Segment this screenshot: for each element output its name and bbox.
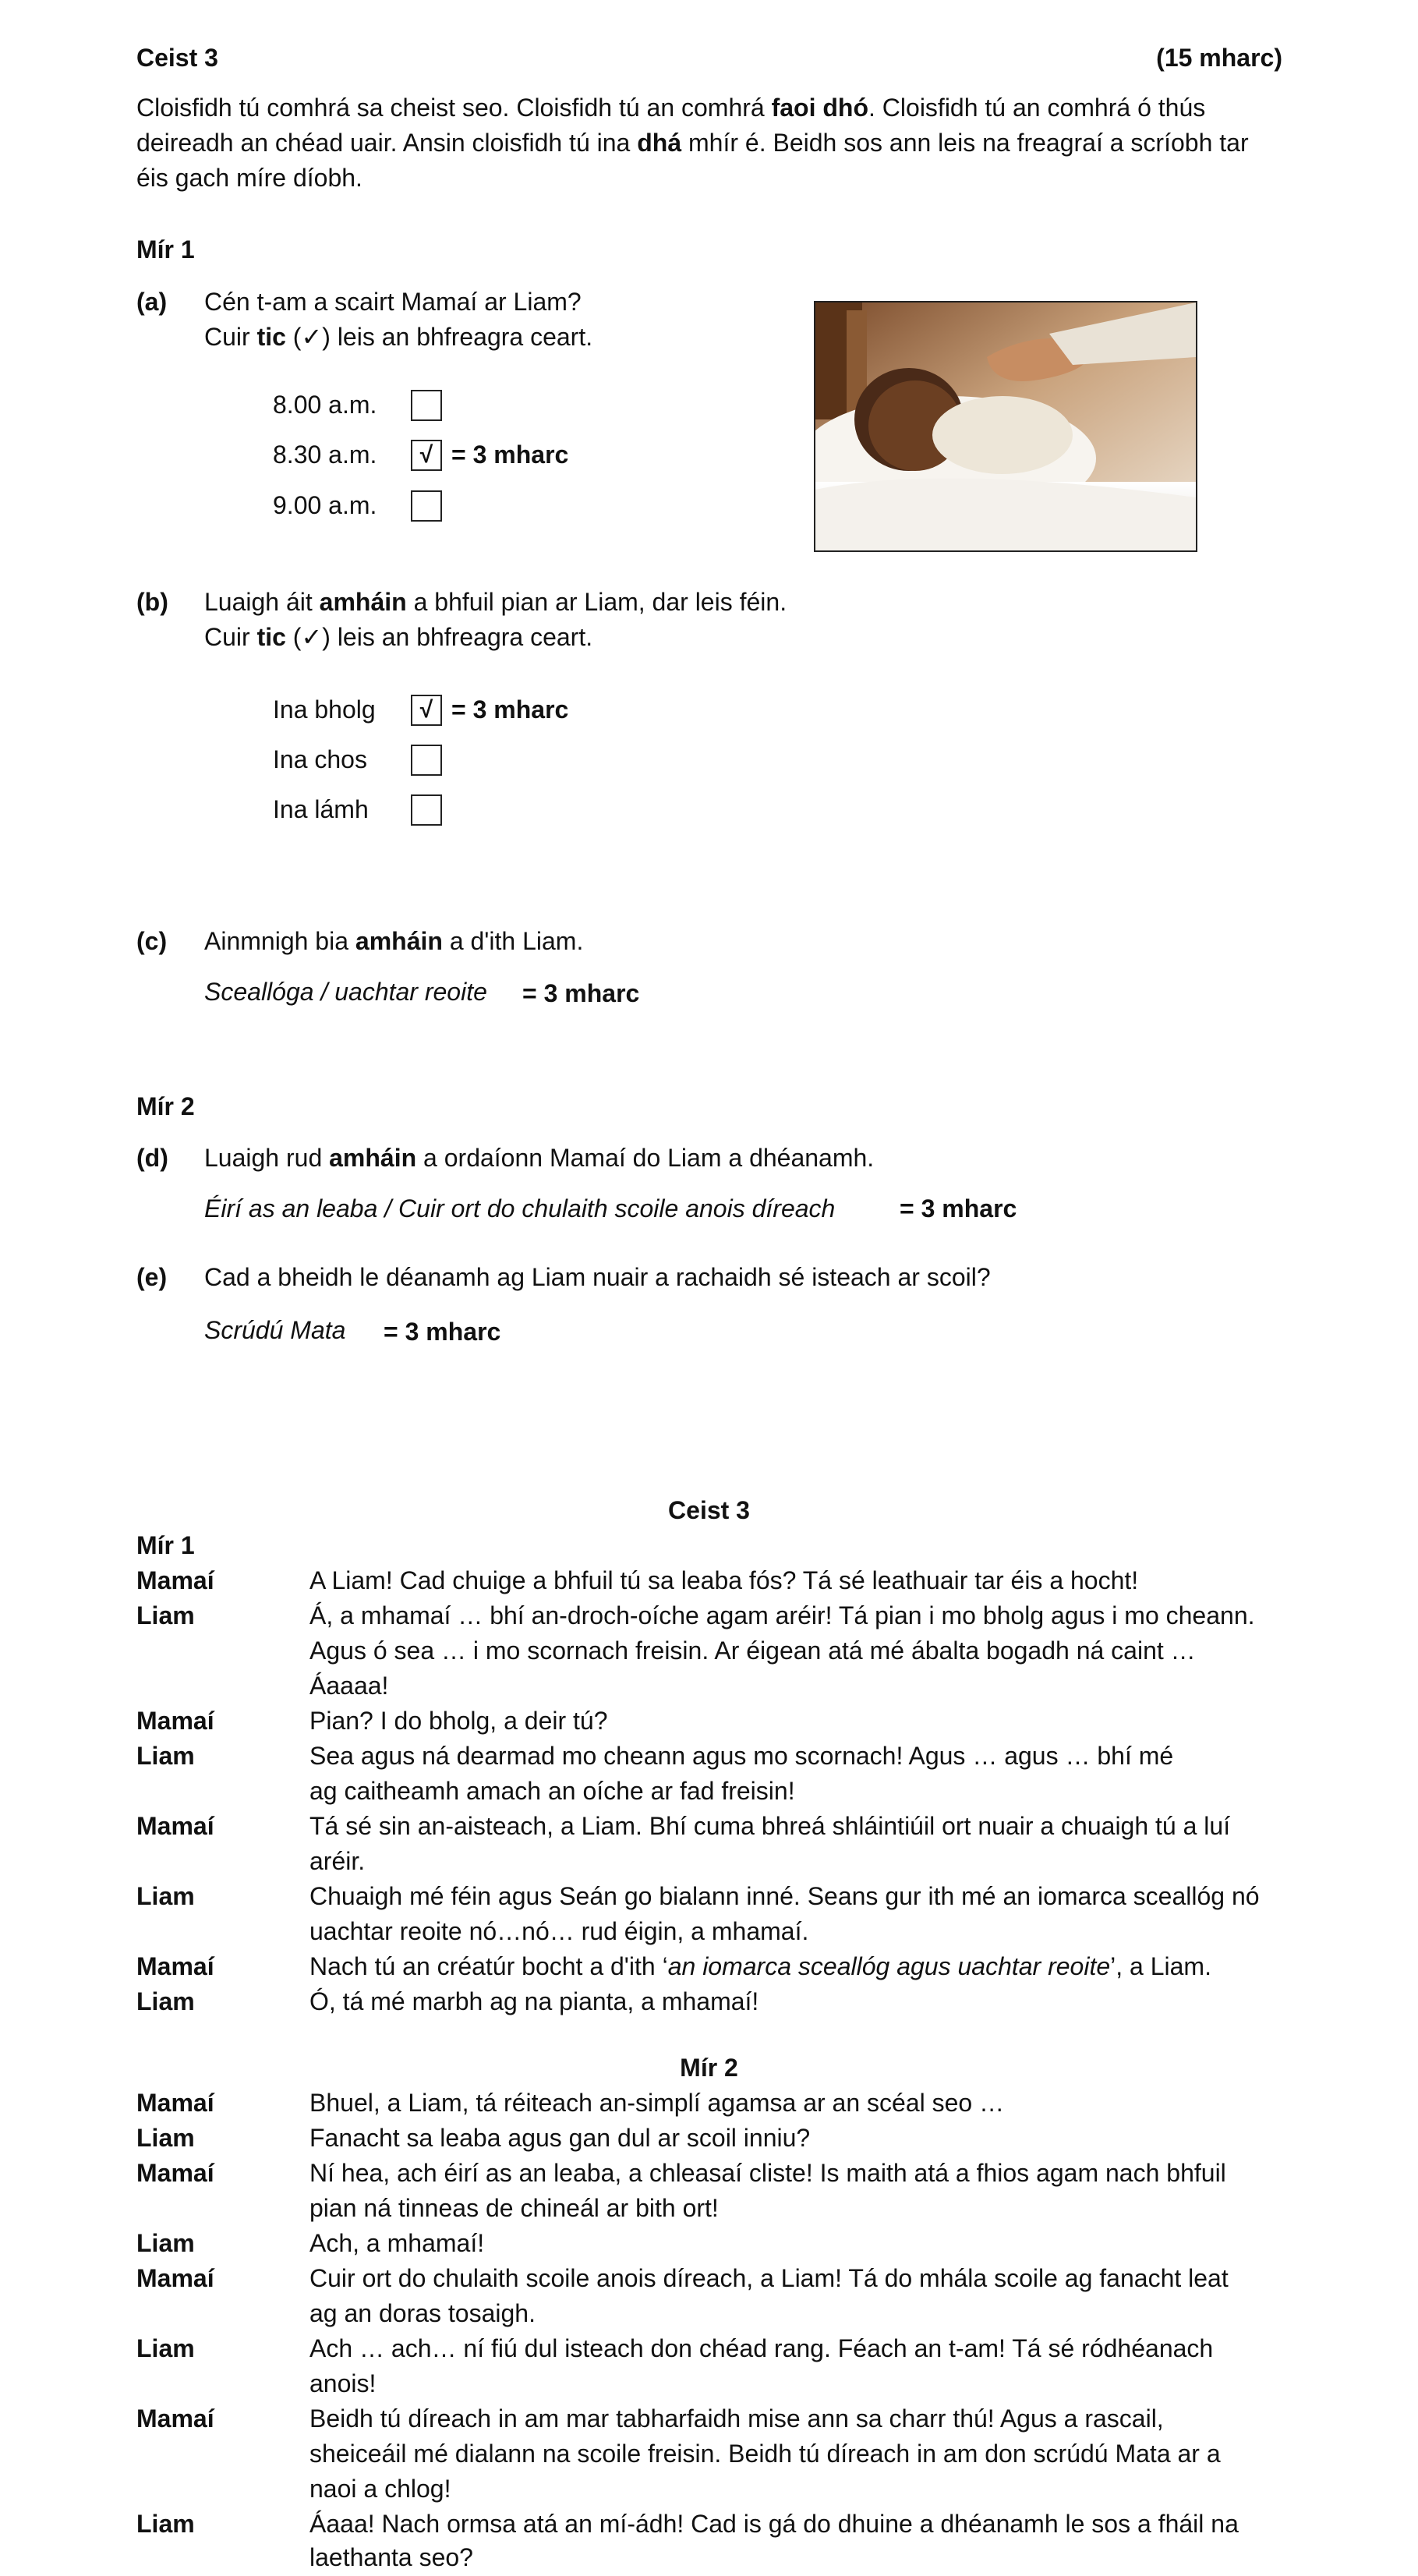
transcript-title: Ceist 3 (668, 1496, 750, 1524)
question-e-label: (e) (136, 1263, 168, 1291)
question-a-instruction: Cuir tic (✓) leis an bhfreagra ceart. (204, 323, 593, 351)
dialogue-line: naoi a chlog! (309, 2475, 451, 2503)
speaker-label: Mamaí (136, 1566, 214, 1594)
dialogue-line: ag an doras tosaigh. (309, 2299, 536, 2327)
speaker-label: Liam (136, 2124, 195, 2152)
dialogue-line: Cuir ort do chulaith scoile anois díreach, a Liam! Tá do mhála scoile ag fanacht leat (309, 2264, 1229, 2292)
checkbox-b-1[interactable] (411, 695, 442, 726)
speaker-label: Mamaí (136, 1952, 214, 1980)
dialogue-line: Tá sé sin an-aisteach, a Liam. Bhí cuma bhreá shláintiúil ort nuair a chuaigh tú a luí (309, 1812, 1231, 1840)
speaker-label: Liam (136, 1742, 195, 1770)
question-c-label: (c) (136, 927, 168, 955)
checkbox-b-2[interactable] (411, 745, 442, 776)
question-d-text: Luaigh rud amháin a ordaíonn Mamaí do Liam a dhéanamh. (204, 1144, 875, 1172)
tick-mark: √ (419, 442, 433, 468)
tick-mark: √ (419, 697, 433, 723)
speaker-label: Liam (136, 2334, 195, 2362)
speaker-label: Liam (136, 1987, 195, 2015)
section-heading-mir2: Mír 2 (136, 1092, 195, 1120)
option-b-3: Ina lámh (273, 795, 369, 823)
question-c-text: Ainmnigh bia amháin a d'ith Liam. (204, 927, 584, 955)
dialogue-line: Sea agus ná dearmad mo cheann agus mo scornach! Agus … agus … bhí mé (309, 1742, 1174, 1770)
dialogue-line: Ach, a mhamaí! (309, 2229, 485, 2257)
speaker-label: Liam (136, 2229, 195, 2257)
dialogue-line: Ó, tá mé marbh ag na pianta, a mhamaí! (309, 1987, 759, 2015)
question-e-text: Cad a bheidh le déanamh ag Liam nuair a rachaidh sé isteach ar scoil? (204, 1263, 991, 1291)
section-heading-mir1: Mír 1 (136, 235, 195, 264)
option-a-2: 8.30 a.m. (273, 441, 377, 469)
dialogue-line: Áaaa! Nach ormsa atá an mí-ádh! Cad is gá do dhuine a dhéanamh le sos a fháil na (309, 2510, 1239, 2538)
transcript-mir2-heading: Mír 2 (680, 2054, 738, 2082)
question-b-text: Luaigh áit amháin a bhfuil pian ar Liam, dar leis féin. (204, 588, 787, 616)
marks-e: = 3 mharc (384, 1318, 501, 1346)
answer-c: Sceallóga / uachtar reoite (204, 978, 487, 1006)
speaker-label: Liam (136, 2510, 195, 2538)
dialogue-line: Bhuel, a Liam, tá réiteach an-simplí agamsa ar an scéal seo … (309, 2089, 1005, 2117)
speaker-label: Mamaí (136, 2404, 214, 2433)
speaker-label: Liam (136, 1882, 195, 1910)
dialogue-line: pian ná tinneas de chineál ar bith ort! (309, 2194, 719, 2222)
question-marks: (15 mharc) (1156, 44, 1282, 72)
question-b-label: (b) (136, 588, 168, 616)
dialogue-line: Ach … ach… ní fiú dul isteach don chéad rang. Féach an t-am! Tá sé ródhéanach (309, 2334, 1214, 2362)
dialogue-line: ag caitheamh amach an oíche ar fad freisin! (309, 1777, 795, 1805)
option-b-2: Ina chos (273, 745, 367, 773)
question-a-text: Cén t-am a scairt Mamaí ar Liam? (204, 288, 582, 316)
dialogue-line: Áaaaa! (309, 1672, 389, 1700)
boy-in-bed-illustration (815, 303, 1196, 550)
dialogue-line: sheiceáil mé dialann na scoile freisin. Beidh tú díreach in am don scrúdú Mata ar a (309, 2440, 1221, 2468)
dialogue-line: Fanacht sa leaba agus gan dul ar scoil inniu? (309, 2124, 811, 2152)
checkbox-a-2[interactable] (411, 440, 442, 471)
speaker-label: Mamaí (136, 2159, 214, 2187)
speaker-label: Mamaí (136, 1812, 214, 1840)
speaker-label: Mamaí (136, 2089, 214, 2117)
option-b-1: Ina bholg (273, 695, 376, 724)
question-title: Ceist 3 (136, 44, 218, 72)
dialogue-line: Pian? I do bholg, a deir tú? (309, 1707, 608, 1735)
speaker-label: Mamaí (136, 2264, 214, 2292)
checkbox-b-3[interactable] (411, 794, 442, 826)
question-d-label: (d) (136, 1144, 168, 1172)
dialogue-line: Beidh tú díreach in am mar tabharfaidh mise ann sa charr thú! Agus a rascail, (309, 2404, 1164, 2433)
checkbox-a-3[interactable] (411, 490, 442, 522)
answer-d: Éirí as an leaba / Cuir ort do chulaith scoile anois díreach (204, 1194, 836, 1223)
dialogue-line: uachtar reoite nó…nó… rud éigin, a mhamaí. (309, 1917, 809, 1945)
marks-b: = 3 mharc (451, 695, 569, 724)
dialogue-line: Agus ó sea … i mo scornach freisin. Ar éigean atá mé ábalta bogadh ná caint … (309, 1637, 1196, 1665)
marks-c: = 3 mharc (522, 979, 640, 1007)
question-a-label: (a) (136, 288, 168, 316)
transcript-mir1-heading: Mír 1 (136, 1531, 195, 1559)
marks-a: = 3 mharc (451, 441, 569, 469)
dialogue-line: A Liam! Cad chuige a bhfuil tú sa leaba fós? Tá sé leathuair tar éis a hocht! (309, 1566, 1139, 1594)
speaker-label: Mamaí (136, 1707, 214, 1735)
speaker-label: Liam (136, 1601, 195, 1629)
dialogue-line: Chuaigh mé féin agus Seán go bialann inné. Seans gur ith mé an iomarca sceallóg nó (309, 1882, 1260, 1910)
answer-e: Scrúdú Mata (204, 1316, 346, 1344)
dialogue-line: Ní hea, ach éirí as an leaba, a chleasaí cliste! Is maith atá a fhios agam nach bhfuil (309, 2159, 1226, 2187)
dialogue-line: laethanta seo? (309, 2543, 473, 2571)
option-a-1: 8.00 a.m. (273, 391, 377, 419)
dialogue-line: aréir. (309, 1847, 366, 1875)
question-b-instruction: Cuir tic (✓) leis an bhfreagra ceart. (204, 623, 593, 651)
dialogue-line: Á, a mhamaí … bhí an-droch-oíche agam aréir! Tá pian i mo bholg agus i mo cheann. (309, 1601, 1255, 1629)
dialogue-line: Nach tú an créatúr bocht a d'ith ‘an iomarca sceallóg agus uachtar reoite’, a Liam. (309, 1952, 1211, 1980)
dialogue-line: anois! (309, 2369, 377, 2397)
boy-in-bed-photo (814, 301, 1197, 552)
checkbox-a-1[interactable] (411, 390, 442, 421)
option-a-3: 9.00 a.m. (273, 491, 377, 519)
intro-paragraph: Cloisfidh tú comhrá sa cheist seo. Cloisfidh tú an comhrá faoi dhó. Cloisfidh tú an comhrá ó thús deireadh an chéad uair. Ansin cloisfidh tú ina dhá mhír é. Beidh sos ann leis na freagraí a scríobh tar éis gach míre díobh. (136, 94, 1249, 192)
marks-d: = 3 mharc (900, 1194, 1017, 1223)
